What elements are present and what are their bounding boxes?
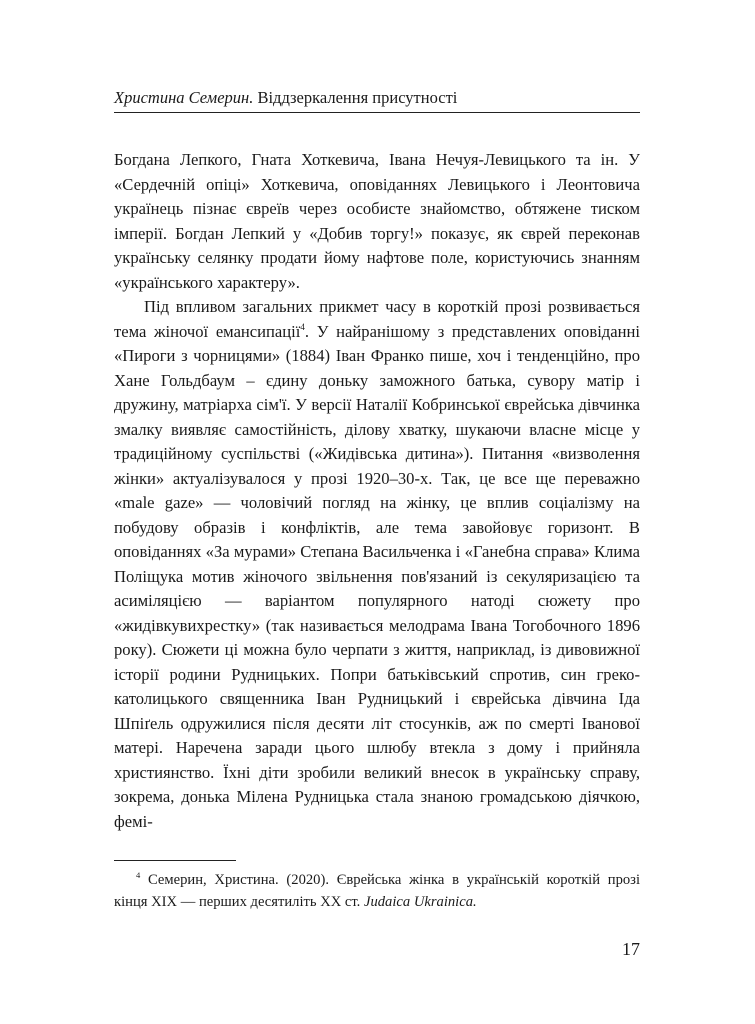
- page-number: 17: [622, 939, 640, 959]
- footnote-marker: 4: [136, 870, 141, 880]
- paragraph-2-end: . У найранішому з представлених оповіданні «Пироги з чорницями» (1884) Іван Франко пише, хоч і тенденційно, про Хане Гольдбаум – єдину доньку заможного батька, сувору матір і дружину, матріарха сім'ї. У версії Наталії Кобринської єврейська дівчинка змалку виявляє самостійність, ділову хватку, шукаючи власне місце у традиційному суспільстві («Жидівська дитина»). Питання «визволення жінки» актуалізувалося у прозі 1920–30-х. Так, це все ще переважно «male gaze» — чоловічий погляд на жінку, це вплив соціалізму на побудову образів і конфліктів, але тема завойовує горизонт. В оповіданнях «За мурами» Степана Васильченка і «Ганебна справа» Клима Поліщука мотив жіночого звільнення пов'язаний із секуляризацією та асиміляцією — варіантом популярного натоді сюжету про «жидівкувихрестку» (так називається мелодрама Івана Тогобочного 1896 року). Сюжети ці можна було черпати з життя, наприклад, із дивовижної історії родини Рудницьких. Попри батьківський спротив, син греко-католицького священника Іван Рудницький і єврейська дівчина Іда Шпіґель одружилися після десяти літ стосунків, аж по смерті Іванової матері. Наречена заради цього шлюбу втекла з дому і прийняла християнство. Їхні діти зробили великий внесок в українську справу, зокрема, донька Мілена Рудницька стала знаною громадською діячкою, фемі-: [114, 321, 640, 831]
- header-author: Христина Семерин.: [114, 88, 254, 107]
- footnote-journal: Judaica Ukrainica.: [363, 893, 477, 910]
- paragraph-1: Богдана Лепкого, Гната Хоткевича, Івана Нечуя-Левицького та ін. У «Сердечній опіці» Хоткевича, оповіданнях Левицького і Леонтовича українець пізнає євреїв через особисте знайомство, обтяжене тиском імперії. Богдан Лепкий у «Добив торгу!» показує, як єврей переконав українську селянку продати йому нафтове поле, користуючись знанням «українського характеру».: [114, 150, 640, 292]
- header-title: Віддзеркалення присутності: [257, 88, 458, 107]
- running-header: [114, 88, 640, 108]
- footnote: [114, 870, 640, 913]
- footnote-reference[interactable]: 4: [300, 321, 305, 332]
- footnote-rule: [114, 860, 236, 861]
- header-rule: [114, 112, 640, 113]
- main-text: [114, 148, 640, 834]
- paragraph-2-start: Під впливом загальних прикмет часу в короткій прозі розвивається тема жіночої емансипації: [114, 297, 640, 341]
- paragraph-2: [114, 295, 640, 834]
- footnote-text: Семерин, Христина. (2020). Єврейська жінка в українській короткій прозі кінця ХІХ — перших десятиліть ХХ ст.: [114, 872, 640, 910]
